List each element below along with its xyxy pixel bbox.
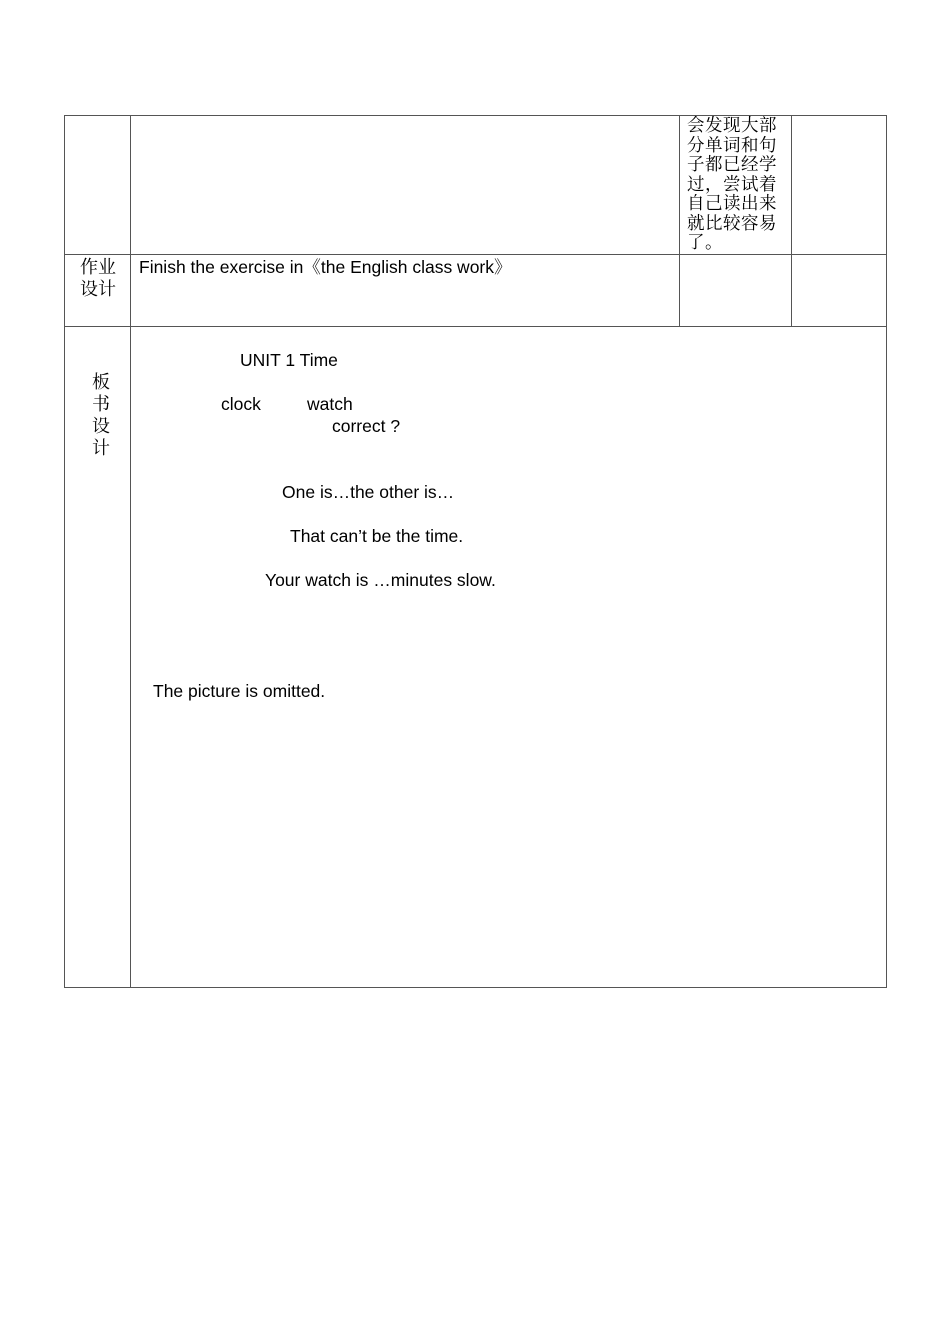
homework-extra-cell [792, 254, 887, 326]
notes-row [65, 116, 887, 255]
unit-title: UNIT 1 Time [240, 349, 338, 370]
word-clock: clock [221, 393, 261, 414]
homework-row [65, 254, 887, 326]
homework-label-cell [65, 254, 131, 326]
board-label-char: 板 [92, 371, 110, 392]
board-label-char: 设 [92, 415, 110, 436]
homework-label: 作业设计 [80, 256, 116, 300]
homework-remark-cell [680, 254, 792, 326]
board-content-cell [131, 326, 887, 987]
homework-content-cell [131, 254, 680, 326]
lesson-plan-table [64, 115, 887, 988]
board-label-cell [65, 326, 131, 987]
word-correct: correct ? [332, 415, 401, 436]
board-label-char: 书 [92, 393, 110, 414]
sentence-one-other: One is…the other is… [282, 481, 455, 502]
board-design-row [65, 326, 887, 987]
homework-content: Finish the exercise in《the English class work》 [139, 256, 512, 277]
picture-omitted-note: The picture is omitted. [153, 680, 326, 701]
word-watch: watch [307, 393, 353, 414]
board-label-char: 计 [92, 437, 110, 458]
notes-remark-cell [680, 116, 792, 255]
notes-content-cell [131, 116, 680, 255]
sentence-cant-be-time: That can’t be the time. [290, 525, 464, 546]
sentence-watch-slow: Your watch is …minutes slow. [265, 569, 496, 590]
notes-extra-cell [792, 116, 887, 255]
notes-label-cell [65, 116, 131, 255]
board-design-label [89, 371, 113, 459]
remark-text: 会发现大部分单词和句子都已经学过，尝试着自己读出来就比较容易了。 [687, 116, 777, 253]
